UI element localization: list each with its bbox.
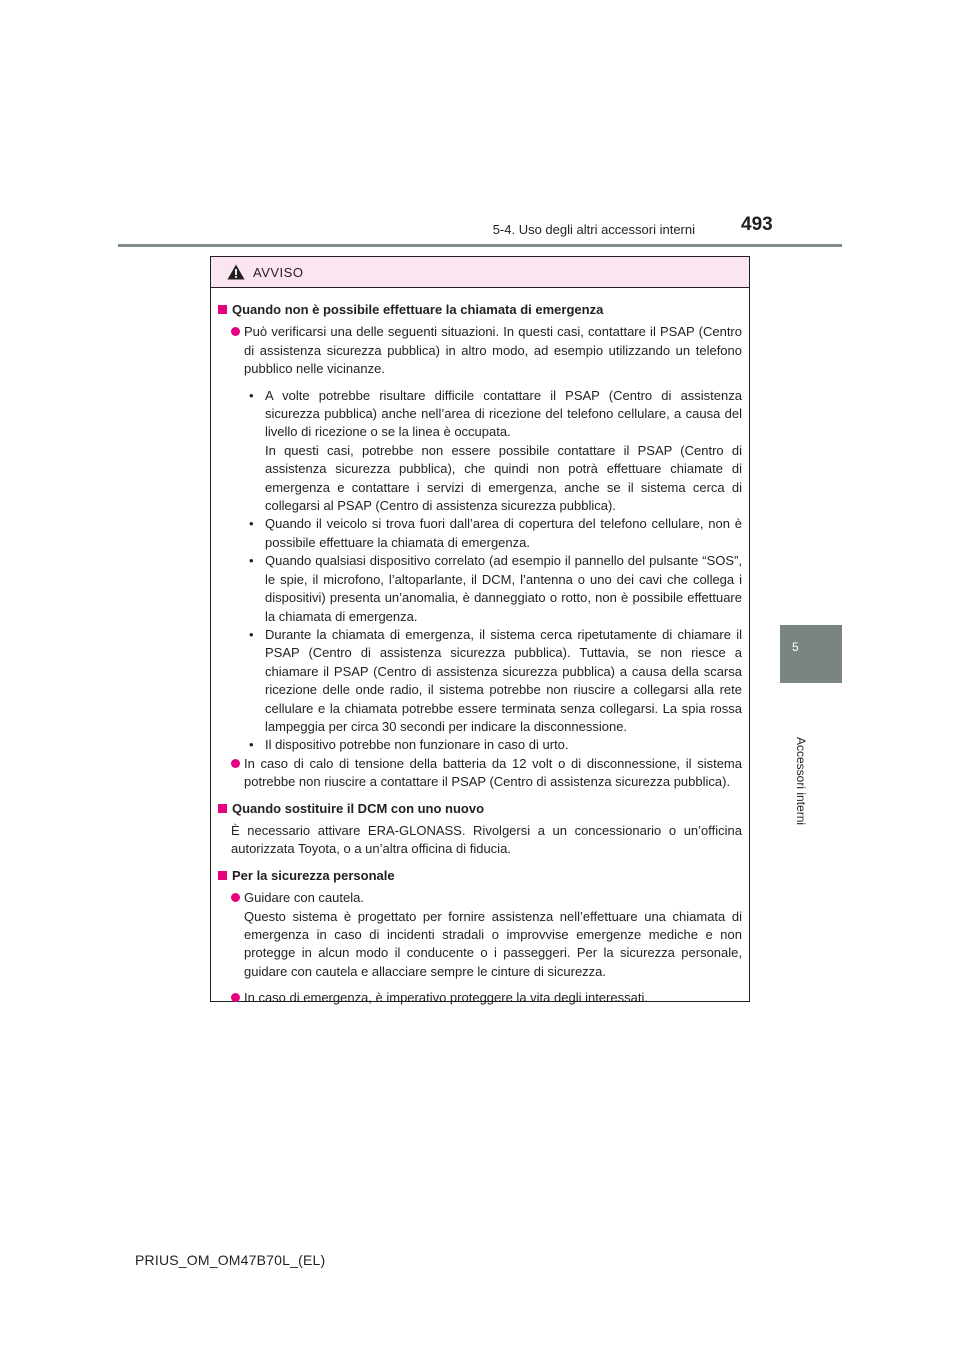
chapter-tab-label: Accessori interni <box>794 737 808 826</box>
sub-bullet-item <box>218 626 742 736</box>
section-heading <box>218 800 742 818</box>
square-bullet-icon <box>218 804 227 813</box>
sub-bullet-item <box>218 736 742 754</box>
section-heading-text: Quando non è possibile effettuare la chiamata di emergenza <box>232 302 604 317</box>
circle-bullet-icon <box>231 327 240 336</box>
warning-triangle-icon <box>227 264 245 280</box>
bullet-item <box>218 889 742 981</box>
chapter-tab-number: 5 <box>792 640 799 654</box>
bullet-text: Questo sistema è progettato per fornire assistenza nell’effettuare una chiamata di emergenza in caso di incidenti stradali o improvvise emergenze mediche e non protegge in alcun modo il conducente o i passeggeri. Per la sicurezza personale, guidare con cautela e allacciare sempre le cinture di sicurezza. <box>244 908 742 979</box>
sub-bullet-item <box>218 387 742 516</box>
warning-header <box>211 257 749 288</box>
sub-bullet-text: A volte potrebbe risultare difficile contattare il PSAP (Centro di assistenza sicurezza pubblica) anche nell’area di ricezione del telefono cellulare, a causa del livello di ricezione o se la linea è occupata. <box>265 387 742 440</box>
bullet-item <box>218 323 742 378</box>
section-heading <box>218 867 742 885</box>
sub-bullet-text: Quando qualsiasi dispositivo correlato (ad esempio il pannello del pulsante “SOS”, le spie, il microfono, l’altoparlante, il DCM, l’antenna o uno dei cavi che collega i dispositivi) presenta un’anomalia, è danneggiato o rotto, non è possibile effettuare la chiamata di emergenza. <box>265 553 742 624</box>
sub-bullet-marker: • <box>249 737 254 753</box>
sub-bullet-marker: • <box>249 516 254 532</box>
bullet-item <box>218 989 742 1007</box>
bullet-item <box>218 755 742 792</box>
chapter-tab[interactable] <box>780 625 842 683</box>
sub-bullet-text: In questi casi, potrebbe non essere possibile contattare il PSAP (Centro di assistenza sicurezza pubblica), che quindi non potrà effettuare chiamate di emergenza e contattare i servizi di emergenza, anche se il sistema cerca di collegarsi al PSAP (Centro di assistenza sicurezza pubblica). <box>265 442 742 514</box>
section-heading <box>218 301 742 319</box>
sub-bullet-text: Quando il veicolo si trova fuori dall’area di copertura del telefono cellulare, non è possibile effettuare la chiamata di emergenza. <box>265 516 742 550</box>
square-bullet-icon <box>218 305 227 314</box>
bullet-text: Può verificarsi una delle seguenti situazioni. In questi casi, contattare il PSAP (Centro di assistenza sicurezza pubblica) in altro modo, ad esempio utilizzando un telefono pubblico nelle vicinanze. <box>244 324 742 377</box>
warning-box <box>210 256 750 1006</box>
sub-bullet-item <box>218 552 742 626</box>
header-divider <box>118 244 842 247</box>
warning-body <box>211 288 749 1008</box>
section-heading-text: Quando sostituire il DCM con uno nuovo <box>232 800 485 816</box>
square-bullet-icon <box>218 871 227 880</box>
sub-bullet-marker: • <box>249 553 254 569</box>
circle-bullet-icon <box>231 759 240 768</box>
sub-bullet-text: Durante la chiamata di emergenza, il sistema cerca ripetutamente di chiamare il PSAP (Centro di assistenza sicurezza pubblica). Tuttavia, se non riesce a chiamare il PSAP (Centro di assistenza sicurezza pubblica) a causa della scarsa ricezione delle onde radio, il sistema potrebbe non riuscire a collegarsi alla rete cellulare e la chiamata potrebbe essere terminata senza collegarsi. La spia rossa lampeggia per circa 30 secondi per indicare la disconnessione. <box>265 626 742 734</box>
section-heading-text: Per la sicurezza personale <box>232 867 395 883</box>
section-title: 5-4. Uso degli altri accessori interni <box>492 222 695 237</box>
circle-bullet-icon <box>231 993 240 1002</box>
footer-doc-code: PRIUS_OM_OM47B70L_(EL) <box>135 1252 326 1268</box>
bullet-text: In caso di calo di tensione della batteria da 12 volt o di disconnessione, il sistema potrebbe non riuscire a contattare il PSAP (Centro di assistenza sicurezza pubblica). <box>244 755 742 790</box>
sub-bullet-marker: • <box>249 626 254 642</box>
sub-bullet-item <box>218 515 742 552</box>
circle-bullet-icon <box>231 893 240 902</box>
warning-title: AVVISO <box>253 264 304 280</box>
page-number: 493 <box>741 214 773 235</box>
sub-bullet-text: Il dispositivo potrebbe non funzionare in caso di urto. <box>265 737 569 753</box>
sub-bullet-marker: • <box>249 387 254 403</box>
section-paragraph: È necessario attivare ERA-GLONASS. Rivolgersi a un concessionario o un’officina autorizzata Toyota, o a un’altra officina di fiducia. <box>231 822 742 857</box>
bullet-text: Guidare con cautela. <box>244 890 364 906</box>
bullet-text: In caso di emergenza, è imperativo proteggere la vita degli interessati. <box>244 990 648 1006</box>
